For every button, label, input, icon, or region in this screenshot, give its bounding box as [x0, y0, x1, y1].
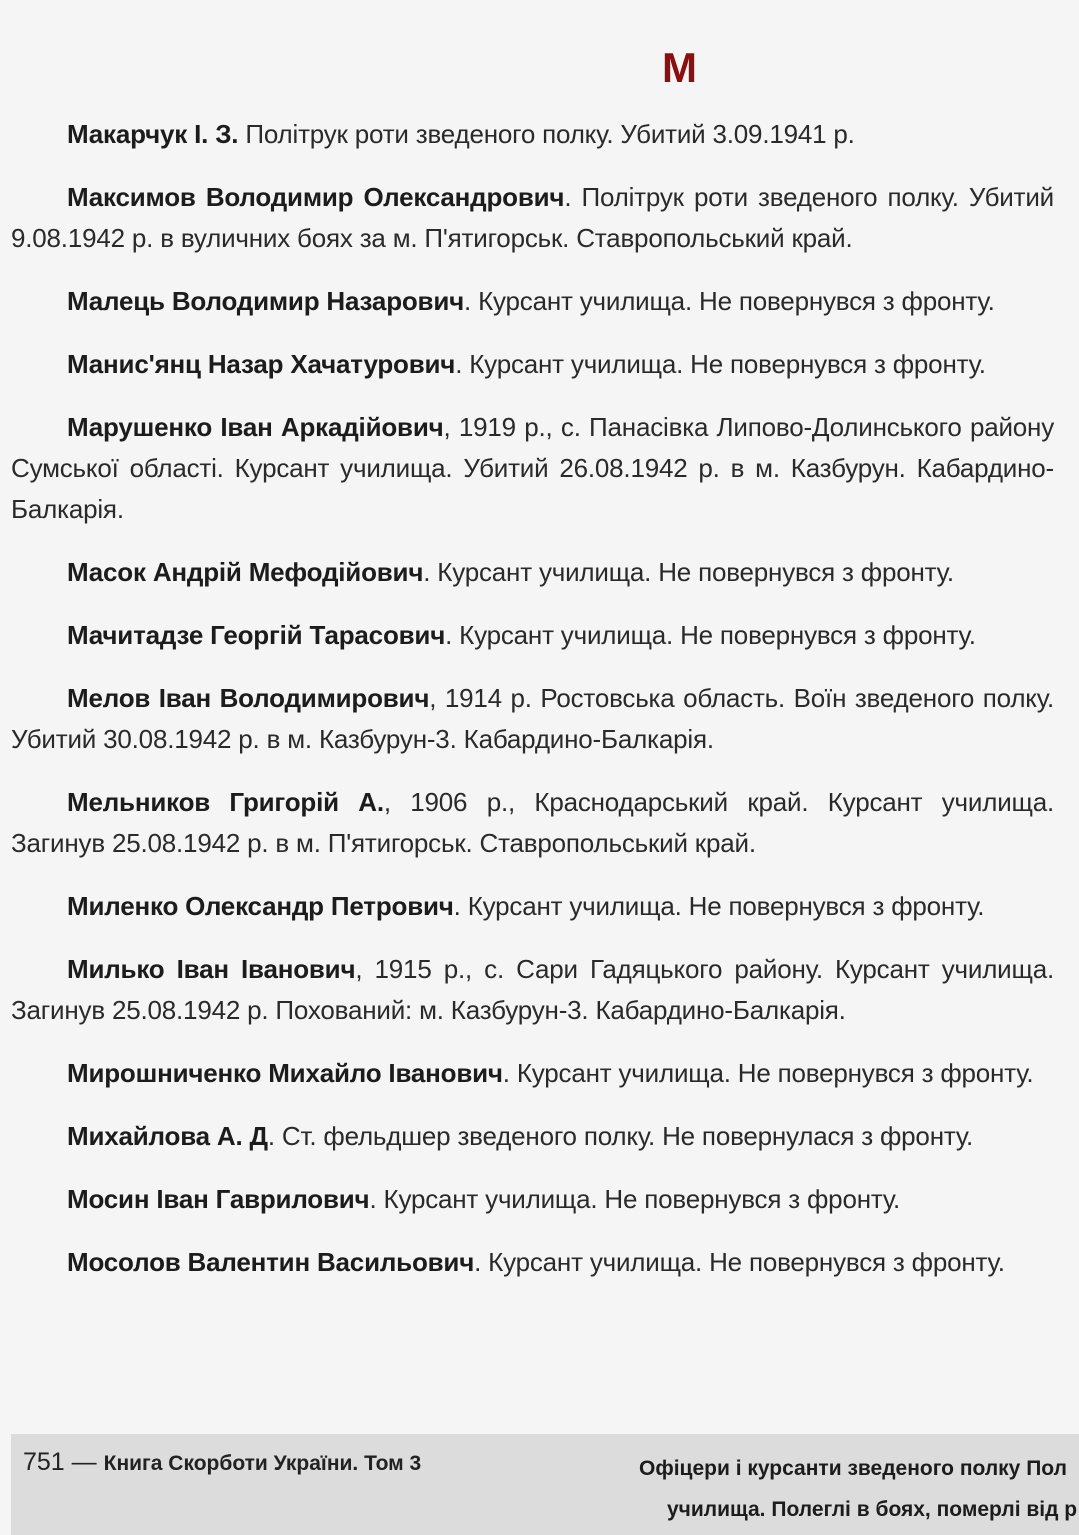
entry: [11, 281, 1054, 322]
entry-name: Михайлова А. Д: [67, 1121, 268, 1151]
entry: [11, 615, 1054, 656]
entry: [11, 949, 1054, 1031]
entry: [11, 678, 1054, 760]
entry: [11, 1053, 1054, 1094]
footer-dash: —: [64, 1448, 104, 1476]
entry-name: Мельников Григорій А.: [67, 787, 384, 817]
entry-text: , 1906 р., Краснодарський край. Курсант училища. Загинув 25.08.1942 р. в м. П'ятигорськ. Ставропольський край.: [11, 787, 1054, 858]
book-title: Книга Скорботи України. Том 3: [103, 1452, 422, 1475]
entry-name: Милько Іван Іванович: [67, 954, 356, 984]
entry-text: , 1915 р., с. Сари Гадяцького району. Курсант училища. Загинув 25.08.1942 р. Похований: м. Казбурун-3. Кабардино-Балкарія.: [11, 954, 1054, 1025]
entry-text: . Ст. фельдшер зведеного полку. Не повернулася з фронту.: [267, 1121, 974, 1151]
page-number: 751: [23, 1448, 65, 1476]
entry-name: Максимов Володимир Олександрович: [67, 182, 565, 212]
entry-name: Мосин Іван Гаврилович: [67, 1184, 370, 1214]
entry: [11, 344, 1054, 385]
entry-name: Манис'янц Назар Хачатурович: [67, 349, 456, 379]
entry-text: . Курсант училища. Не повернувся з фронту.: [464, 286, 995, 316]
entry-text: . Курсант училища. Не повернувся з фронту.: [502, 1058, 1034, 1088]
entry-name: Мелов Іван Володимирович: [67, 683, 430, 713]
entry: [11, 114, 1054, 155]
entry: [11, 552, 1054, 593]
entry-text: . Політрук роти зведеного полку. Убитий 9.08.1942 р. в вуличних боях за м. П'ятигорськ. Ставропольський край.: [11, 182, 1054, 253]
entry-name: Марушенко Іван Аркадійович: [67, 412, 444, 442]
section-title-line-1: Офіцери і курсанти зведеного полку Пол: [639, 1457, 1067, 1480]
entry: [11, 1179, 1054, 1220]
section-title-line-2: училища. Полеглі в боях, померлі від р: [667, 1498, 1078, 1521]
entry: [11, 407, 1054, 530]
entry-name: Миленко Олександр Петрович: [67, 891, 454, 921]
entry-text: . Курсант училища. Не повернувся з фронту.: [453, 891, 985, 921]
entry-name: Малець Володимир Назарович: [67, 286, 465, 316]
entry-text: . Курсант училища. Не повернувся з фронту.: [445, 620, 976, 650]
entry-text: Політрук роти зведеного полку. Убитий 3.09.1941 р.: [238, 119, 855, 149]
entry: [11, 782, 1054, 864]
entry: [11, 1242, 1054, 1283]
entry-text: . Курсант училища. Не повернувся з фронту.: [474, 1247, 1005, 1277]
entry-name: Макарчук І. З.: [67, 119, 239, 149]
page-footer: [11, 1434, 1079, 1535]
entry-text: . Курсант училища. Не повернувся з фронту.: [455, 349, 986, 379]
entry-text: . Курсант училища. Не повернувся з фронту.: [423, 557, 954, 587]
entry-text: , 1914 р. Ростовська область. Воїн зведеного полку. Убитий 30.08.1942 р. в м. Казбурун-3. Кабардино-Балкарія.: [11, 683, 1054, 754]
entry-name: Мачитадзе Георгій Тарасович: [67, 620, 446, 650]
entry-text: . Курсант училища. Не повернувся з фронту.: [369, 1184, 901, 1214]
footer-book-info: [23, 1448, 421, 1477]
section-letter: М: [662, 44, 697, 91]
entry: [11, 177, 1054, 259]
entry-name: Мосолов Валентин Васильович: [67, 1247, 475, 1277]
entry: [11, 1116, 1054, 1157]
footer-section-title: [639, 1448, 1079, 1530]
entry-name: Мирошниченко Михайло Іванович: [67, 1058, 503, 1088]
entry-name: Масок Андрій Мефодійович: [67, 557, 424, 587]
entry-list: [11, 114, 1054, 1305]
entry-text: , 1919 р., с. Панасівка Липово-Долинського району Сумської області. Курсант училища. Убитий 26.08.1942 р. в м. Казбурун. Кабардино-Балкарія.: [11, 412, 1054, 524]
entry: [11, 886, 1054, 927]
